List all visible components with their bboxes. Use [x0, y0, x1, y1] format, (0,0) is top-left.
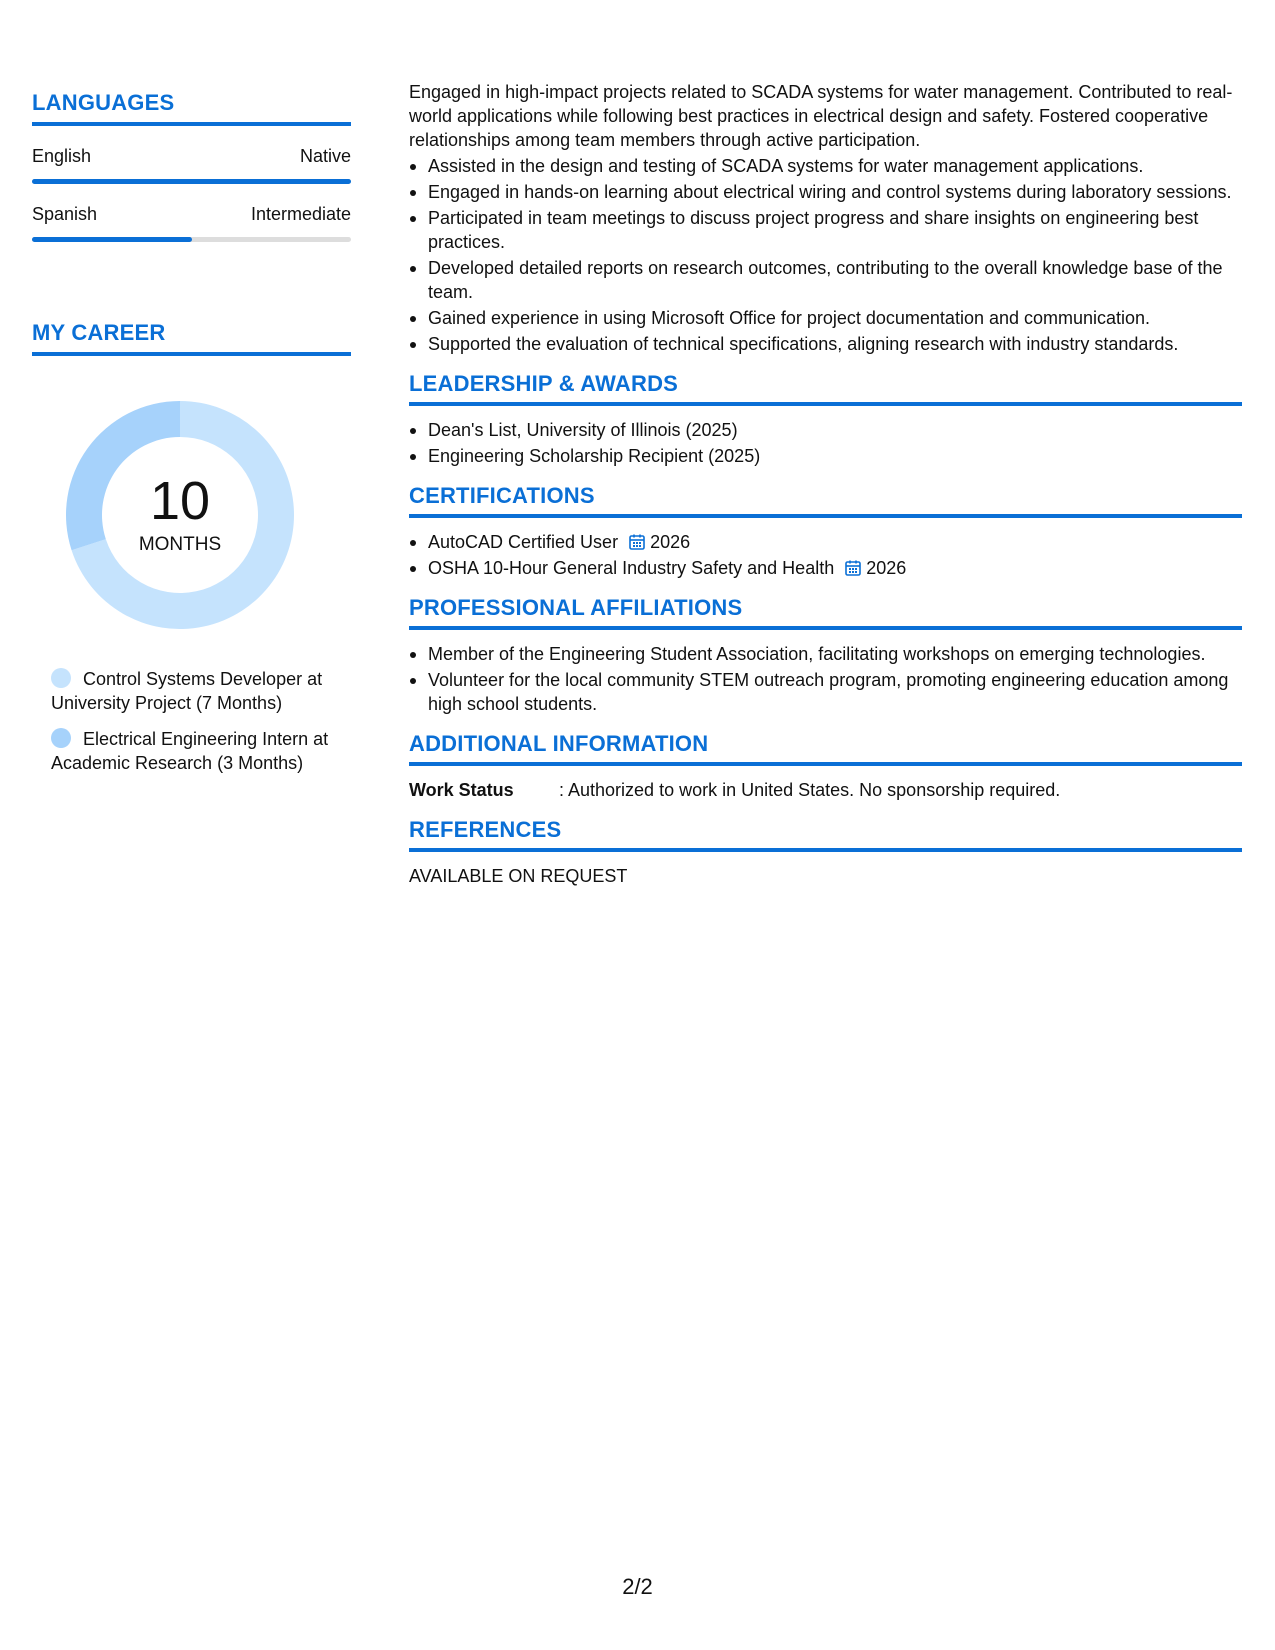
legend-label: Electrical Engineering Intern at Academic Research (3 Months)	[51, 729, 329, 773]
language-name: English	[32, 146, 92, 166]
references-text: AVAILABLE ON REQUEST	[409, 866, 628, 886]
list-item: Engineering Scholarship Recipient (2025)	[409, 444, 1242, 468]
legend-item	[51, 667, 331, 715]
left-column	[32, 90, 351, 787]
work-status-label: Work Status	[409, 780, 514, 800]
language-proficiency-fill	[32, 237, 192, 242]
leadership-list	[409, 418, 1242, 468]
additional-info-heading: ADDITIONAL INFORMATION	[409, 732, 1242, 766]
list-item: Gained experience in using Microsoft Office for project documentation and communication.	[409, 306, 1242, 330]
career-total-unit: MONTHS	[138, 534, 222, 555]
references-heading: REFERENCES	[409, 818, 1242, 852]
work-status-value: : Authorized to work in United States. No sponsorship required.	[559, 780, 1061, 800]
affiliations-heading: PROFESSIONAL AFFILIATIONS	[409, 596, 1242, 630]
affiliations-list	[409, 642, 1242, 716]
career-total-value: 10	[149, 471, 211, 531]
list-item: Dean's List, University of Illinois (2025)	[409, 418, 1242, 442]
language-proficiency-bar	[32, 237, 351, 242]
languages-heading: LANGUAGES	[32, 90, 351, 126]
right-column	[409, 80, 1242, 888]
list-item: Member of the Engineering Student Association, facilitating workshops on emerging technologies.	[409, 642, 1242, 666]
certification-item	[409, 556, 1242, 580]
legend-item	[51, 727, 331, 775]
list-item: Participated in team meetings to discuss project progress and share insights on engineering best practices.	[409, 206, 1242, 254]
page-number: 2/2	[622, 1574, 653, 1599]
language-level: Intermediate	[250, 204, 351, 224]
calendar-icon	[844, 559, 862, 577]
legend-dot	[51, 668, 71, 688]
certification-year: 2026	[866, 558, 907, 578]
language-proficiency-fill	[32, 179, 351, 184]
list-item: Volunteer for the local community STEM outreach program, promoting engineering education among high school students.	[409, 668, 1242, 716]
experience-summary: Engaged in high-impact projects related to SCADA systems for water management. Contributed to real-world applications while following best practices in electrical design and safety. Fostered cooperative relationships among team members through active participation.	[409, 82, 1233, 150]
list-item: Supported the evaluation of technical specifications, aligning research with industry standards.	[409, 332, 1242, 356]
list-item: Engaged in hands-on learning about electrical wiring and control systems during laboratory sessions.	[409, 180, 1242, 204]
certification-year: 2026	[650, 532, 691, 552]
calendar-icon	[628, 533, 646, 551]
certifications-list	[409, 530, 1242, 580]
list-item: Assisted in the design and testing of SCADA systems for water management applications.	[409, 154, 1242, 178]
language-name: Spanish	[32, 204, 98, 224]
career-donut-chart	[66, 401, 294, 629]
career-heading: MY CAREER	[32, 320, 351, 356]
list-item: Developed detailed reports on research outcomes, contributing to the overall knowledge base of the team.	[409, 256, 1242, 304]
leadership-heading: LEADERSHIP & AWARDS	[409, 372, 1242, 406]
language-item	[32, 146, 351, 184]
language-proficiency-bar	[32, 179, 351, 184]
legend-label: Control Systems Developer at University Project (7 Months)	[51, 669, 323, 713]
work-status-row	[409, 778, 1242, 802]
legend-dot	[51, 728, 71, 748]
language-level: Native	[299, 146, 351, 166]
certification-item	[409, 530, 1242, 554]
career-legend	[51, 667, 331, 775]
certification-name: OSHA 10-Hour General Industry Safety and Health	[428, 558, 835, 578]
language-item	[32, 204, 351, 242]
certification-name: AutoCAD Certified User	[428, 532, 619, 552]
certifications-heading: CERTIFICATIONS	[409, 484, 1242, 518]
experience-bullets	[409, 154, 1242, 356]
